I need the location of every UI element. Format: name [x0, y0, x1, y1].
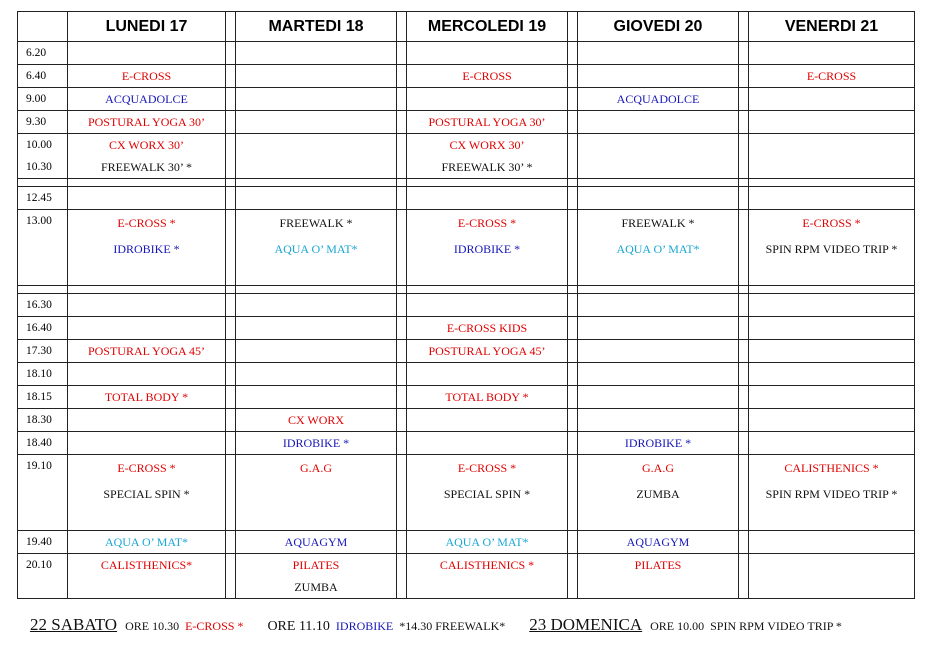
time-cell — [18, 187, 68, 210]
day-cell — [236, 111, 397, 134]
day-cell — [407, 554, 568, 599]
column-divider — [739, 340, 749, 363]
time-label: 19.10 — [26, 460, 52, 472]
gap-cell — [578, 286, 739, 294]
schedule-row — [18, 340, 915, 363]
class-entry: PILATES — [634, 558, 682, 572]
day-cell — [578, 65, 739, 88]
column-divider — [226, 42, 236, 65]
class-entry: FREEWALK 30’ * — [100, 160, 193, 174]
column-divider — [226, 432, 236, 455]
day-cell — [407, 88, 568, 111]
class-entry: FREEWALK * — [621, 216, 695, 230]
column-divider — [568, 363, 578, 386]
schedule-row — [18, 409, 915, 432]
class-entry: IDROBIKE * — [624, 436, 692, 450]
column-divider — [568, 210, 578, 286]
day-cell — [407, 210, 568, 286]
gap-cell — [739, 179, 749, 187]
class-entry: IDROBIKE * — [282, 436, 350, 450]
schedule-gap-row — [18, 286, 915, 294]
column-divider — [568, 111, 578, 134]
column-divider — [739, 317, 749, 340]
day-cell — [749, 294, 915, 317]
class-entry: FREEWALK 30’ * — [441, 160, 533, 174]
day-cell — [407, 363, 568, 386]
day-cell — [578, 554, 739, 599]
day-cell — [749, 340, 915, 363]
day-cell — [407, 65, 568, 88]
day-cell — [68, 340, 226, 363]
day-cell — [749, 65, 915, 88]
column-divider — [568, 12, 578, 42]
schedule-row — [18, 187, 915, 210]
class-entry: ZUMBA — [636, 487, 680, 501]
day-cell — [749, 363, 915, 386]
day-cell — [578, 88, 739, 111]
weekend-entry: ORE 10.30 — [125, 619, 180, 633]
class-entry: E-CROSS * — [457, 461, 517, 475]
time-label: 12.45 — [26, 192, 52, 204]
day-cell — [236, 134, 397, 179]
time-label: 16.30 — [26, 299, 52, 311]
day-cell — [749, 409, 915, 432]
gap-cell — [568, 286, 578, 294]
day-cell — [749, 531, 915, 554]
day-header: LUNEDI 17 — [68, 12, 226, 42]
column-divider — [739, 455, 749, 531]
column-divider — [568, 88, 578, 111]
weekend-schedule-line — [30, 612, 920, 640]
day-cell — [578, 111, 739, 134]
weekend-entry: E-CROSS * — [185, 619, 244, 633]
class-entry: CX WORX 30’ — [449, 138, 525, 152]
column-divider — [397, 340, 407, 363]
column-divider — [226, 65, 236, 88]
class-entry: E-CROSS * — [117, 461, 176, 475]
class-entry: AQUA O’ MAT* — [274, 242, 358, 256]
time-cell — [18, 210, 68, 286]
day-cell — [407, 317, 568, 340]
day-cell — [236, 187, 397, 210]
day-cell — [236, 432, 397, 455]
gap-cell — [407, 286, 568, 294]
time-label: 6.20 — [26, 47, 47, 59]
weekend-entry: *14.30 FREEWALK* — [399, 619, 506, 633]
day-cell — [749, 88, 915, 111]
column-divider — [397, 42, 407, 65]
time-cell — [18, 554, 68, 599]
day-cell — [578, 363, 739, 386]
column-divider — [397, 111, 407, 134]
day-cell — [749, 432, 915, 455]
column-divider — [739, 210, 749, 286]
day-cell — [407, 340, 568, 363]
day-cell — [578, 340, 739, 363]
day-cell — [749, 386, 915, 409]
time-label: 10.00 — [26, 139, 52, 151]
column-divider — [739, 65, 749, 88]
day-header: GIOVEDI 20 — [578, 12, 739, 42]
column-divider — [397, 531, 407, 554]
column-divider — [226, 455, 236, 531]
day-cell — [407, 409, 568, 432]
class-entry: E-CROSS * — [802, 216, 861, 230]
day-header: MERCOLEDI 19 — [407, 12, 568, 42]
day-cell — [68, 531, 226, 554]
time-cell — [18, 111, 68, 134]
class-entry: SPECIAL SPIN * — [103, 487, 190, 501]
time-cell — [18, 340, 68, 363]
day-cell — [68, 187, 226, 210]
day-cell — [578, 386, 739, 409]
column-divider — [226, 12, 236, 42]
time-cell — [18, 531, 68, 554]
day-cell — [578, 210, 739, 286]
column-divider — [739, 554, 749, 599]
column-divider — [739, 42, 749, 65]
column-divider — [568, 134, 578, 179]
time-label: 19.40 — [26, 536, 52, 548]
class-entry: FREEWALK * — [279, 216, 353, 230]
column-divider — [397, 386, 407, 409]
day-cell — [236, 455, 397, 531]
column-divider — [397, 210, 407, 286]
time-label: 9.30 — [26, 116, 47, 128]
day-cell — [68, 111, 226, 134]
day-cell — [236, 386, 397, 409]
column-divider — [397, 432, 407, 455]
class-entry: ACQUADOLCE — [105, 92, 188, 106]
class-entry: ACQUADOLCE — [616, 92, 700, 106]
schedule-row — [18, 111, 915, 134]
day-cell — [68, 386, 226, 409]
column-divider — [226, 409, 236, 432]
time-cell — [18, 363, 68, 386]
day-cell — [407, 134, 568, 179]
day-cell — [236, 88, 397, 111]
gap-cell — [18, 286, 68, 294]
day-header: MARTEDI 18 — [236, 12, 397, 42]
class-entry: CALISTHENICS* — [100, 558, 193, 572]
column-divider — [739, 531, 749, 554]
time-label: 18.40 — [26, 437, 52, 449]
column-divider — [739, 409, 749, 432]
schedule-row — [18, 432, 915, 455]
column-divider — [568, 386, 578, 409]
header-row — [18, 12, 915, 42]
class-entry: E-CROSS * — [117, 216, 176, 230]
class-entry: CALISTHENICS * — [784, 461, 879, 475]
class-entry: POSTURAL YOGA 30’ — [428, 115, 546, 129]
column-divider — [739, 88, 749, 111]
column-divider — [739, 187, 749, 210]
day-cell — [578, 531, 739, 554]
column-divider — [739, 363, 749, 386]
gap-cell — [236, 179, 397, 187]
day-cell — [68, 65, 226, 88]
class-entry: CX WORX 30’ — [108, 138, 185, 152]
day-cell — [749, 210, 915, 286]
class-entry: AQUAGYM — [626, 535, 690, 549]
schedule-gap-row — [18, 179, 915, 187]
schedule-row — [18, 317, 915, 340]
class-entry: TOTAL BODY * — [445, 390, 529, 404]
day-cell — [749, 554, 915, 599]
class-entry: AQUA O’ MAT* — [104, 535, 189, 549]
day-cell — [68, 317, 226, 340]
gap-cell — [236, 286, 397, 294]
gap-cell — [568, 179, 578, 187]
day-cell — [236, 42, 397, 65]
column-divider — [226, 317, 236, 340]
column-divider — [568, 42, 578, 65]
day-cell — [236, 554, 397, 599]
column-divider — [226, 386, 236, 409]
class-entry: G.A.G — [300, 461, 332, 475]
class-entry: CX WORX — [287, 413, 345, 427]
column-divider — [568, 65, 578, 88]
day-cell — [68, 554, 226, 599]
weekend-entry: SPIN RPM VIDEO TRIP * — [710, 619, 842, 633]
time-cell — [18, 317, 68, 340]
day-cell — [236, 317, 397, 340]
schedule-body — [18, 42, 915, 599]
day-cell — [749, 455, 915, 531]
day-cell — [236, 340, 397, 363]
day-cell — [236, 294, 397, 317]
class-entry: SPIN RPM VIDEO TRIP * — [765, 487, 898, 501]
column-divider — [397, 187, 407, 210]
class-entry: POSTURAL YOGA 45’ — [87, 344, 206, 358]
column-divider — [568, 409, 578, 432]
day-cell — [578, 409, 739, 432]
column-divider — [226, 88, 236, 111]
column-divider — [568, 187, 578, 210]
class-entry: IDROBIKE * — [453, 242, 521, 256]
day-cell — [407, 531, 568, 554]
schedule-row — [18, 65, 915, 88]
column-divider — [739, 12, 749, 42]
time-label: 6.40 — [26, 70, 47, 82]
column-divider — [397, 409, 407, 432]
time-cell — [18, 134, 68, 179]
day-cell — [578, 455, 739, 531]
time-label: 20.10 — [26, 559, 52, 571]
class-entry: IDROBIKE * — [113, 242, 180, 256]
gap-cell — [226, 286, 236, 294]
day-cell — [407, 42, 568, 65]
time-cell — [18, 386, 68, 409]
class-entry: AQUA O’ MAT* — [616, 242, 700, 256]
class-entry: E-CROSS — [121, 69, 172, 83]
column-divider — [226, 340, 236, 363]
column-divider — [739, 294, 749, 317]
time-label: 10.30 — [26, 161, 52, 173]
time-cell — [18, 409, 68, 432]
day-cell — [749, 42, 915, 65]
column-divider — [568, 455, 578, 531]
column-divider — [226, 134, 236, 179]
gap-cell — [407, 179, 568, 187]
class-entry: POSTURAL YOGA 30’ — [87, 115, 206, 129]
class-entry: AQUA O’ MAT* — [445, 535, 529, 549]
day-cell — [407, 455, 568, 531]
day-cell — [68, 455, 226, 531]
day-cell — [749, 187, 915, 210]
column-divider — [397, 12, 407, 42]
gap-cell — [749, 179, 915, 187]
class-entry: E-CROSS — [806, 69, 857, 83]
column-divider — [226, 111, 236, 134]
time-cell — [18, 294, 68, 317]
day-cell — [68, 363, 226, 386]
gap-cell — [749, 286, 915, 294]
day-cell — [749, 134, 915, 179]
time-label: 18.30 — [26, 414, 52, 426]
day-header: VENERDI 21 — [749, 12, 915, 42]
class-entry: PILATES — [292, 558, 340, 572]
time-cell — [18, 88, 68, 111]
day-cell — [407, 111, 568, 134]
day-cell — [68, 42, 226, 65]
column-divider — [739, 386, 749, 409]
column-divider — [226, 554, 236, 599]
column-divider — [568, 294, 578, 317]
weekend-entry: ORE 11.10 — [267, 619, 330, 634]
column-divider — [397, 317, 407, 340]
day-cell — [578, 432, 739, 455]
schedule-row — [18, 386, 915, 409]
day-cell — [749, 317, 915, 340]
day-cell — [236, 363, 397, 386]
time-cell — [18, 65, 68, 88]
day-cell — [68, 88, 226, 111]
schedule-row — [18, 554, 915, 599]
gap-cell — [578, 179, 739, 187]
weekend-day-label: 22 SABATO — [30, 615, 118, 634]
column-divider — [226, 210, 236, 286]
gap-cell — [226, 179, 236, 187]
day-cell — [68, 210, 226, 286]
class-entry: TOTAL BODY * — [104, 390, 189, 404]
column-divider — [226, 294, 236, 317]
time-label: 18.10 — [26, 368, 52, 380]
class-entry: SPECIAL SPIN * — [443, 487, 531, 501]
schedule-row — [18, 363, 915, 386]
schedule-row — [18, 42, 915, 65]
day-cell — [407, 187, 568, 210]
day-cell — [68, 409, 226, 432]
gap-cell — [397, 286, 407, 294]
day-cell — [236, 65, 397, 88]
weekly-schedule-table — [17, 11, 915, 599]
column-divider — [397, 363, 407, 386]
day-cell — [68, 134, 226, 179]
class-entry: POSTURAL YOGA 45’ — [428, 344, 546, 358]
class-entry: E-CROSS — [462, 69, 512, 83]
time-header — [18, 12, 68, 42]
day-cell — [578, 42, 739, 65]
column-divider — [397, 554, 407, 599]
gap-cell — [18, 179, 68, 187]
day-cell — [407, 386, 568, 409]
column-divider — [568, 554, 578, 599]
day-cell — [578, 134, 739, 179]
weekend-entry: ORE 10.00 — [650, 619, 705, 633]
column-divider — [226, 363, 236, 386]
time-cell — [18, 432, 68, 455]
day-cell — [236, 210, 397, 286]
day-cell — [236, 409, 397, 432]
column-divider — [397, 134, 407, 179]
time-label: 13.00 — [26, 215, 52, 227]
class-entry: G.A.G — [642, 461, 674, 475]
day-cell — [68, 432, 226, 455]
column-divider — [397, 455, 407, 531]
schedule-row — [18, 531, 915, 554]
day-cell — [578, 187, 739, 210]
column-divider — [397, 294, 407, 317]
time-label: 17.30 — [26, 345, 52, 357]
column-divider — [568, 432, 578, 455]
time-cell — [18, 42, 68, 65]
day-cell — [236, 531, 397, 554]
gap-cell — [397, 179, 407, 187]
day-cell — [407, 294, 568, 317]
day-cell — [578, 317, 739, 340]
column-divider — [568, 317, 578, 340]
time-label: 18.15 — [26, 391, 52, 403]
time-label: 9.00 — [26, 93, 47, 105]
day-cell — [749, 111, 915, 134]
gap-cell — [68, 179, 226, 187]
day-cell — [407, 432, 568, 455]
column-divider — [739, 432, 749, 455]
weekend-day-label: 23 DOMENICA — [529, 615, 643, 634]
column-divider — [226, 187, 236, 210]
column-divider — [568, 340, 578, 363]
schedule-row — [18, 294, 915, 317]
gap-cell — [739, 286, 749, 294]
column-divider — [397, 88, 407, 111]
class-entry: AQUAGYM — [284, 535, 348, 549]
schedule-row — [18, 455, 915, 531]
schedule-row — [18, 134, 915, 179]
time-cell — [18, 455, 68, 531]
class-entry: E-CROSS * — [457, 216, 517, 230]
schedule-row — [18, 88, 915, 111]
column-divider — [226, 531, 236, 554]
weekend-entry: IDROBIKE — [335, 619, 394, 633]
day-cell — [578, 294, 739, 317]
column-divider — [739, 111, 749, 134]
column-divider — [568, 531, 578, 554]
class-entry: ZUMBA — [294, 580, 338, 594]
gap-cell — [68, 286, 226, 294]
time-label: 16.40 — [26, 322, 52, 334]
column-divider — [739, 134, 749, 179]
day-cell — [68, 294, 226, 317]
column-divider — [397, 65, 407, 88]
class-entry: E-CROSS KIDS — [446, 321, 528, 335]
class-entry: SPIN RPM VIDEO TRIP * — [765, 242, 898, 256]
schedule-row — [18, 210, 915, 286]
class-entry: CALISTHENICS * — [439, 558, 535, 572]
